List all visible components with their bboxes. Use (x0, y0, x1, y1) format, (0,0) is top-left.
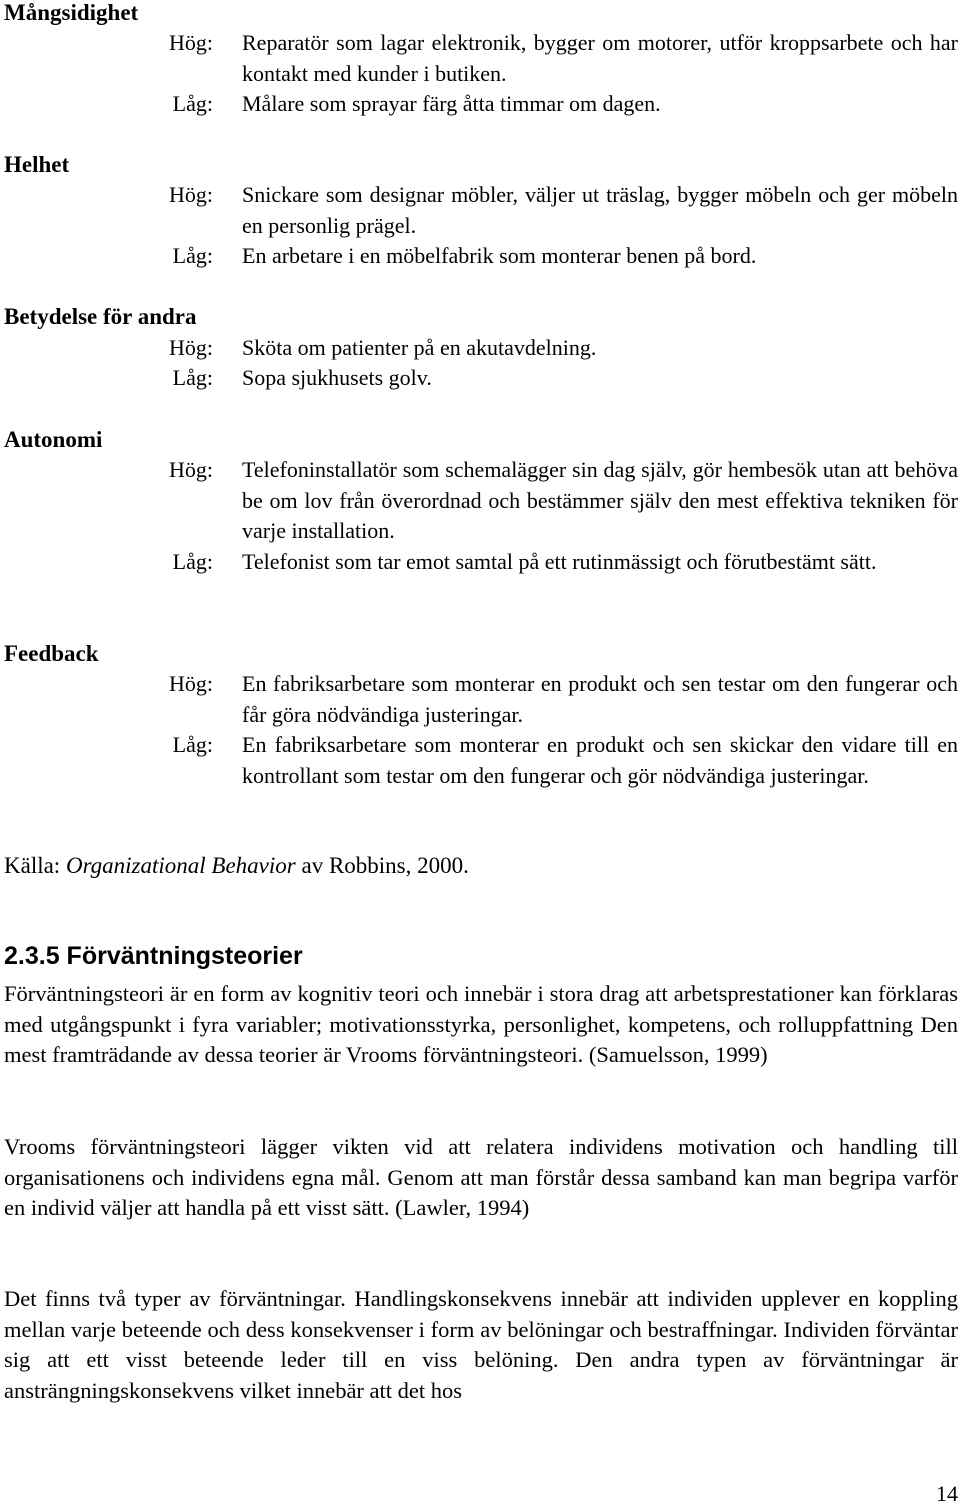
low-label: Låg: (172, 365, 213, 390)
dimension-title: Feedback (4, 641, 99, 666)
low-label: Låg: (172, 91, 213, 116)
dimension-title: Helhet (4, 152, 70, 177)
source-suffix: av Robbins, 2000. (295, 853, 469, 878)
low-label: Låg: (172, 243, 213, 268)
high-example: Telefoninstallatör som schemalägger sin dag själv, gör hembesök utan att behöva be om lov från överordnad och bestämmer själv den mest effektiva tekniken för varje installation. (242, 457, 958, 543)
low-example: Telefonist som tar emot samtal på ett rutinmässigt och förutbestämt sätt. (242, 549, 877, 574)
section-heading: 2.3.5 Förväntningsteorier (4, 942, 303, 970)
low-example: En fabriksarbetare som monterar en produkt och sen skickar den vidare till en kontrollant som testar om den fungerar och gör nödvändiga justeringar. (242, 732, 958, 788)
source-citation (4, 851, 469, 881)
low-label: Låg: (172, 549, 213, 574)
low-label: Låg: (172, 732, 213, 757)
high-label: Hög: (169, 182, 213, 207)
high-example: Reparatör som lagar elektronik, bygger om motorer, utför kroppsarbete och har kontakt med kunder i butiken. (242, 30, 958, 86)
body-paragraph: Förväntningsteori är en form av kognitiv teori och innebär i stora drag att arbetsprestationer kan förklaras med utgångspunkt i fyra variabler; motivationsstyrka, personlighet, kompetens, och rolluppfattning Den mest framträdande av dessa teorier är Vrooms förväntningsteori. (Samuelsson, 1999) (4, 981, 958, 1067)
body-paragraph: Det finns två typer av förväntningar. Handlingskonsekvens innebär att individen upplever en koppling mellan varje beteende och dess konsekvenser i form av belöningar och bestraffningar. Individen förväntar sig att ett visst beteende leder till en viss belöning. Den andra typen av förväntningar är ansträngningskonsekvens vilket innebär att det hos (4, 1286, 958, 1403)
low-example: Sopa sjukhusets golv. (242, 365, 432, 390)
source-book-title: Organizational Behavior (65, 853, 296, 878)
dimension-title: Betydelse för andra (4, 304, 197, 329)
dimension-title: Autonomi (4, 427, 103, 452)
high-label: Hög: (169, 671, 213, 696)
high-example: Sköta om patienter på en akutavdelning. (242, 335, 597, 360)
body-paragraph: Vrooms förväntningsteori lägger vikten vid att relatera individens motivation och handling till organisationens och individens egna mål. Genom att man förstår dessa samband kan man begripa varför en individ väljer att handla på ett visst sätt. (Lawler, 1994) (4, 1134, 958, 1220)
high-example: En fabriksarbetare som monterar en produkt och sen testar om den fungerar och får göra nödvändiga justeringar. (242, 671, 958, 727)
high-example: Snickare som designar möbler, väljer ut träslag, bygger möbeln och ger möbeln en personlig prägel. (242, 182, 958, 238)
dimension-title: Mångsidighet (4, 0, 139, 25)
low-example: En arbetare i en möbelfabrik som monterar benen på bord. (242, 243, 757, 268)
page-number: 14 (936, 1481, 958, 1506)
high-label: Hög: (169, 30, 213, 55)
high-label: Hög: (169, 335, 213, 360)
high-label: Hög: (169, 457, 213, 482)
low-example: Målare som sprayar färg åtta timmar om dagen. (242, 91, 661, 116)
source-prefix: Källa: (4, 853, 66, 878)
